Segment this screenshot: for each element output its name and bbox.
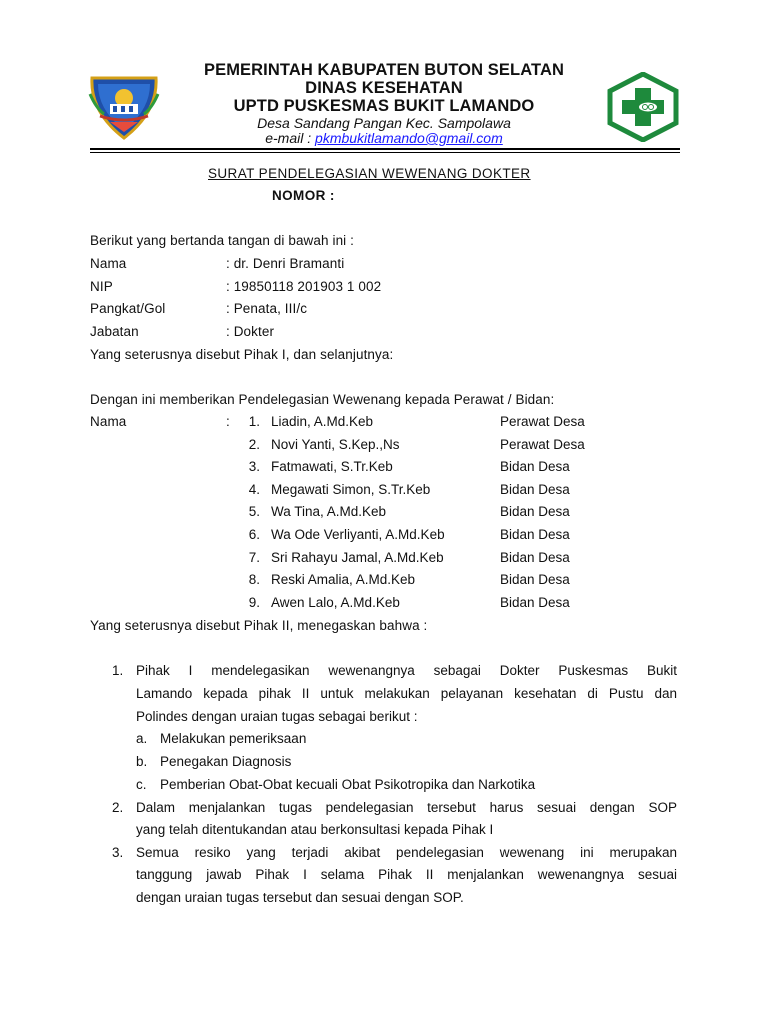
delegate-number: 4. <box>248 482 260 497</box>
delegate-number: 8. <box>248 572 260 587</box>
field-value-pangkat: : Penata, III/c <box>226 301 308 316</box>
email-link[interactable]: pkmbukitlamando@gmail.com <box>315 130 503 146</box>
delegate-name: Wa Ode Verliyanti, A.Md.Keb <box>271 527 445 542</box>
point-2-number: 2. <box>112 800 124 815</box>
delegate-number: 1. <box>248 414 260 429</box>
delegate-number: 3. <box>248 459 260 474</box>
delegate-name: Megawati Simon, S.Tr.Keb <box>271 482 431 497</box>
pihak2-label: Nama <box>90 414 127 429</box>
letter-number: NOMOR : <box>272 188 335 203</box>
point-3-number: 3. <box>112 845 124 860</box>
field-value-nama: : dr. Denri Bramanti <box>226 256 345 271</box>
point-1-line-2: Lamando kepada pihak II untuk melakukan pelayanan kesehatan di Pustu dan <box>136 686 677 701</box>
delegate-role: Bidan Desa <box>500 482 570 497</box>
delegate-number: 7. <box>248 550 260 565</box>
delegate-role: Bidan Desa <box>500 459 570 474</box>
delegate-role: Bidan Desa <box>500 550 570 565</box>
delegate-name: Liadin, A.Md.Keb <box>271 414 374 429</box>
sub-c-letter: c. <box>136 777 147 792</box>
delegate-name: Novi Yanti, S.Kep.,Ns <box>271 437 400 452</box>
delegate-name: Awen Lalo, A.Md.Keb <box>271 595 400 610</box>
header-institution: UPTD PUSKESMAS BUKIT LAMANDO <box>233 97 535 115</box>
delegate-name: Fatmawati, S.Tr.Keb <box>271 459 393 474</box>
point-3-line-3: dengan uraian tugas tersebut dan sesuai dengan SOP. <box>136 890 464 905</box>
pihak1-closing: Yang seterusnya disebut Pihak I, dan selanjutnya: <box>90 347 394 362</box>
delegate-role: Perawat Desa <box>500 414 585 429</box>
pihak2-closing: Yang seterusnya disebut Pihak II, menegaskan bahwa : <box>90 618 428 633</box>
delegate-role: Perawat Desa <box>500 437 585 452</box>
point-1-line-1: Pihak I mendelegasikan wewenangnya sebagai Dokter Puskesmas Bukit <box>136 663 677 678</box>
point-3-line-1: Semua resiko yang terjadi akibat pendelegasian wewenang ini merupakan <box>136 845 677 860</box>
point-2-line-2: yang telah ditentukandan atau berkonsultasi kepada Pihak I <box>136 822 494 837</box>
header-divider-thin <box>90 152 680 153</box>
delegate-number: 2. <box>248 437 260 452</box>
sub-a-text: Melakukan pemeriksaan <box>160 731 307 746</box>
delegate-number: 6. <box>248 527 260 542</box>
delegate-role: Bidan Desa <box>500 595 570 610</box>
point-2-line-1: Dalam menjalankan tugas pendelegasian tersebut harus sesuai dengan SOP <box>136 800 677 815</box>
delegate-name: Reski Amalia, A.Md.Keb <box>271 572 416 587</box>
delegate-number: 5. <box>248 504 260 519</box>
pihak2-intro: Dengan ini memberikan Pendelegasian Wewenang kepada Perawat / Bidan: <box>90 392 555 407</box>
delegate-role: Bidan Desa <box>500 504 570 519</box>
delegate-name: Wa Tina, A.Md.Keb <box>271 504 387 519</box>
sub-c-text: Pemberian Obat-Obat kecuali Obat Psikotropika dan Narkotika <box>160 777 536 792</box>
sub-b-text: Penegakan Diagnosis <box>160 754 292 769</box>
regency-emblem-logo <box>86 72 162 140</box>
header-email-line <box>160 130 608 146</box>
delegate-name: Sri Rahayu Jamal, A.Md.Keb <box>271 550 444 565</box>
field-value-nip: : 19850118 201903 1 002 <box>226 279 382 294</box>
header-divider-thick <box>90 148 680 150</box>
field-label-pangkat: Pangkat/Gol <box>90 301 166 316</box>
point-1-line-3: Polindes dengan uraian tugas sebagai berikut : <box>136 709 418 724</box>
header-government: PEMERINTAH KABUPATEN BUTON SELATAN <box>204 61 564 79</box>
field-value-jabatan: : Dokter <box>226 324 275 339</box>
header-address: Desa Sandang Pangan Kec. Sampolawa <box>257 115 511 131</box>
letter-title: SURAT PENDELEGASIAN WEWENANG DOKTER <box>208 166 531 181</box>
delegate-number: 9. <box>248 595 260 610</box>
sub-a-letter: a. <box>136 731 148 746</box>
field-label-nama: Nama <box>90 256 127 271</box>
delegate-role: Bidan Desa <box>500 572 570 587</box>
email-label: e-mail : <box>265 130 316 146</box>
pihak2-colon: : <box>226 414 230 429</box>
header-department: DINAS KESEHATAN <box>305 79 463 97</box>
field-label-jabatan: Jabatan <box>90 324 139 339</box>
intro-text: Berikut yang bertanda tangan di bawah ini : <box>90 233 354 248</box>
sub-b-letter: b. <box>136 754 148 769</box>
point-3-line-2: tanggung jawab Pihak I selama Pihak II menjalankan wewenangnya sesuai <box>136 867 677 882</box>
point-1-number: 1. <box>112 663 124 678</box>
delegate-role: Bidan Desa <box>500 527 570 542</box>
puskesmas-cross-logo <box>606 72 680 142</box>
field-label-nip: NIP <box>90 279 113 294</box>
